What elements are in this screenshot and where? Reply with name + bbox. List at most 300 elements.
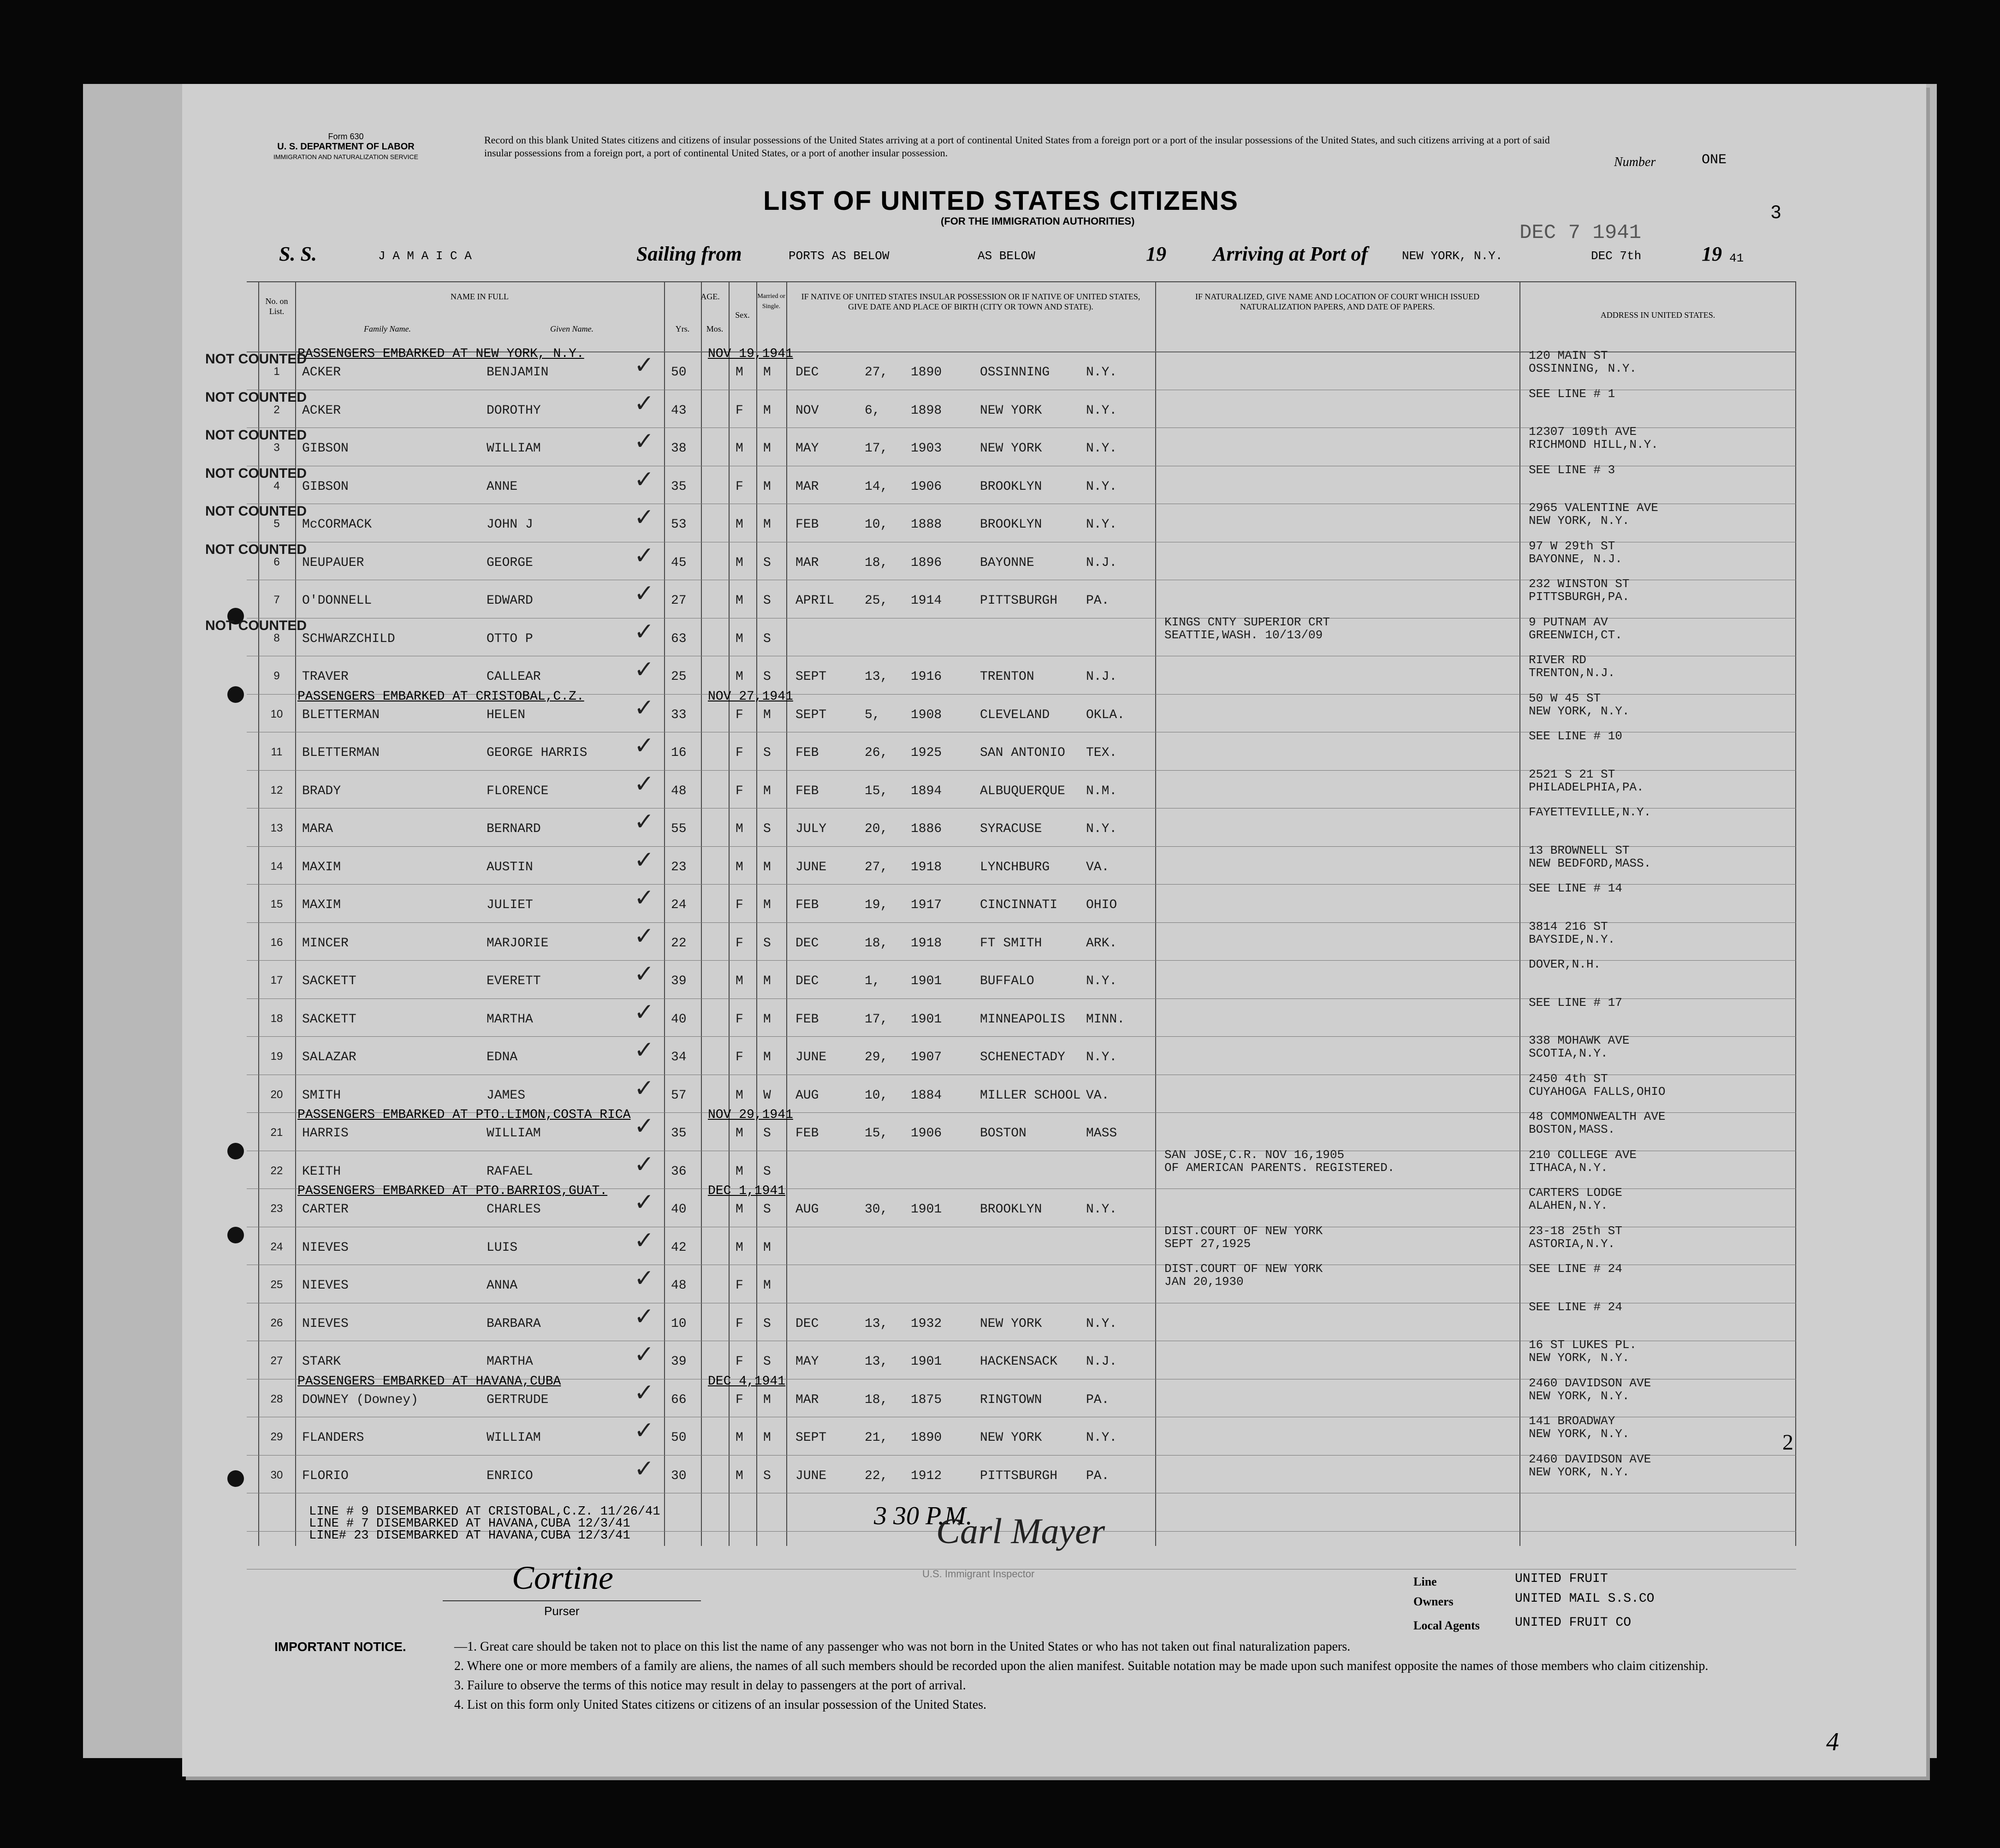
family-name: MINCER [302, 936, 349, 951]
birth-year: 1901 [911, 974, 942, 988]
birth-year: 1932 [911, 1316, 942, 1331]
check-mark: ✓ [634, 428, 654, 455]
address-line-1: SEE LINE # 17 [1529, 995, 1622, 1010]
section-date: NOV 19,1941 [708, 347, 793, 361]
birth-day: 6, [865, 403, 880, 418]
family-name: SACKETT [302, 1012, 356, 1027]
given-name: CALLEAR [487, 670, 541, 684]
family-name: FLANDERS [302, 1431, 364, 1445]
birth-day: 13, [865, 670, 888, 684]
birth-day: 19, [865, 898, 888, 912]
not-counted-mark: NOT COUNTED [205, 389, 307, 405]
birth-day: 21, [865, 1431, 888, 1445]
row-number: 20 [270, 1088, 283, 1101]
col-yrs: Yrs. [675, 324, 690, 333]
sex: M [736, 1431, 743, 1445]
marital-status: M [763, 1050, 771, 1064]
section-header: PASSENGERS EMBARKED AT PTO.BARRIOS,GUAT. [297, 1184, 608, 1198]
marital-status: S [763, 1468, 771, 1483]
given-name: ANNE [487, 479, 518, 494]
address-line-2: BAYSIDE,N.Y. [1529, 932, 1615, 946]
sex: F [736, 898, 743, 912]
given-name: GERTRUDE [487, 1392, 549, 1407]
age-years: 40 [671, 1012, 687, 1027]
birth-month: DEC [795, 1316, 819, 1331]
family-name: GIBSON [302, 441, 349, 456]
family-name: SCHWARZCHILD [302, 631, 395, 646]
row-number: 6 [273, 555, 280, 568]
marital-status: M [763, 365, 771, 380]
age-years: 63 [671, 631, 687, 646]
age-years: 35 [671, 479, 687, 494]
birth-year: 1875 [911, 1392, 942, 1407]
service-name: IMMIGRATION AND NATURALIZATION SERVICE [273, 153, 418, 160]
col-birth: IF NATIVE OF UNITED STATES INSULAR POSSESSION OR IF NATIVE OF UNITED STATES, GIVE DATE AND PLACE OF BIRTH (CITY OR TOWN AND STATE). [801, 292, 1140, 311]
age-years: 24 [671, 898, 687, 912]
address-line-2: RICHMOND HILL,N.Y. [1529, 438, 1658, 452]
birth-year: 1894 [911, 784, 942, 798]
birth-month: DEC [795, 936, 819, 951]
marital-status: S [763, 746, 771, 760]
row-number: 3 [273, 441, 280, 454]
age-years: 66 [671, 1392, 687, 1407]
birth-day: 13, [865, 1355, 888, 1369]
punch-hole [227, 1227, 244, 1243]
family-name: O'DONNELL [302, 594, 372, 608]
col-age: AGE. [700, 292, 720, 301]
owners-value: UNITED MAIL S.S.CO [1515, 1592, 1655, 1606]
birth-state: N.Y. [1086, 822, 1117, 836]
row-number: 23 [270, 1202, 283, 1215]
address-line-2: NEW YORK, N.Y. [1529, 1427, 1630, 1441]
birth-month: FEB [795, 517, 819, 532]
birth-state: N.J. [1086, 670, 1117, 684]
check-mark: ✓ [634, 808, 654, 836]
family-name: ACKER [302, 365, 341, 380]
age-years: 48 [671, 1278, 687, 1293]
birth-year: 1884 [911, 1088, 942, 1103]
marital-status: S [763, 555, 771, 570]
row-number: 4 [273, 479, 280, 492]
age-years: 33 [671, 707, 687, 722]
given-name: BARBARA [487, 1316, 541, 1331]
birth-day: 1, [865, 974, 880, 988]
birth-day: 5, [865, 707, 880, 722]
row-number: 15 [270, 898, 283, 910]
birth-state: N.Y. [1086, 403, 1117, 418]
row-number: 17 [270, 974, 283, 986]
check-mark: ✓ [634, 1302, 654, 1331]
given-name: GEORGE [487, 555, 533, 570]
given-name: ENRICO [487, 1468, 533, 1483]
section-date: NOV 29,1941 [708, 1108, 793, 1122]
number-value: ONE [1702, 152, 1727, 168]
address-line-1: 141 BROADWAY [1529, 1414, 1615, 1428]
address-line-1: 120 MAIN ST [1529, 349, 1608, 362]
address-line-2: BAYONNE, N.J. [1529, 552, 1622, 566]
sex: F [736, 1278, 743, 1293]
section-date: NOV 27,1941 [708, 689, 793, 704]
given-name: EDNA [487, 1050, 518, 1064]
birth-year: 1914 [911, 594, 942, 608]
given-name: JAMES [487, 1088, 526, 1103]
address-line-1: 16 ST LUKES PL. [1529, 1338, 1637, 1352]
birth-state: OHIO [1086, 898, 1117, 912]
check-mark: ✓ [634, 351, 654, 379]
age-years: 10 [671, 1316, 687, 1331]
birth-city: SYRACUSE [980, 822, 1042, 836]
birth-month: FEB [795, 1012, 819, 1027]
birth-state: N.Y. [1086, 365, 1117, 380]
family-name: STARK [302, 1355, 341, 1369]
birth-year: 1896 [911, 555, 942, 570]
birth-state: N.J. [1086, 555, 1117, 570]
age-years: 23 [671, 860, 687, 874]
owners-label: Owners [1413, 1595, 1454, 1608]
birth-month: DEC [795, 365, 819, 380]
row-number: 28 [270, 1392, 283, 1405]
sex: M [736, 974, 743, 988]
address-line-2: OSSINNING, N.Y. [1529, 362, 1637, 375]
row-number: 22 [270, 1164, 283, 1177]
birth-city: OSSINNING [980, 365, 1050, 380]
disembark-notes [309, 1506, 660, 1542]
birth-city: RINGTOWN [980, 1392, 1042, 1407]
birth-city: BOSTON [980, 1126, 1027, 1141]
age-years: 38 [671, 441, 687, 456]
address-line-1: RIVER RD [1529, 653, 1586, 667]
sailing-date-value: AS BELOW [978, 249, 1035, 263]
birth-city: BUFFALO [980, 974, 1034, 988]
line-value: UNITED FRUIT [1515, 1572, 1608, 1586]
address-line-1: 2460 DAVIDSON AVE [1529, 1376, 1651, 1390]
birth-city: HACKENSACK [980, 1355, 1058, 1369]
birth-day: 29, [865, 1050, 888, 1064]
birth-year: 1916 [911, 670, 942, 684]
address-line-1: 2965 VALENTINE AVE [1529, 501, 1658, 515]
check-mark: ✓ [634, 770, 654, 798]
age-years: 55 [671, 822, 687, 836]
page-title: LIST OF UNITED STATES CITIZENS [763, 186, 1239, 216]
corner-mark: 4 [1826, 1728, 1839, 1756]
naturalization-date: OF AMERICAN PARENTS. REGISTERED. [1164, 1160, 1395, 1175]
birth-year: 1888 [911, 517, 942, 532]
form-number: Form 630 [328, 132, 364, 141]
birth-state: N.Y. [1086, 1316, 1117, 1331]
date-stamp: DEC 7 1941 [1519, 221, 1642, 244]
given-name: HELEN [487, 707, 526, 722]
sex: M [736, 365, 743, 380]
check-mark: ✓ [634, 1188, 654, 1216]
check-mark: ✓ [634, 541, 654, 570]
address-line-1: DOVER,N.H. [1529, 957, 1601, 971]
birth-city: FT SMITH [980, 936, 1042, 951]
birth-year: 1903 [911, 441, 942, 456]
birth-day: 18, [865, 1392, 888, 1407]
sex: M [736, 594, 743, 608]
age-years: 35 [671, 1126, 687, 1141]
birth-city: MINNEAPOLIS [980, 1012, 1065, 1027]
birth-month: FEB [795, 898, 819, 912]
naturalization-date: JAN 20,1930 [1164, 1275, 1244, 1289]
form-instructions: Record on this blank United States citizens and citizens of insular possessions of the United States arriving at a port of continental United States from a foreign port or a port of the insular possessions of the United States, and such citizens arriving at a port of said insular possessions from a foreign port, a port of continental United States, or a port of another insular possession. [484, 134, 1550, 159]
row-number: 13 [270, 822, 283, 834]
disembark-note: LINE# 23 DISEMBARKED AT HAVANA,CUBA 12/3/41 [309, 1529, 630, 1543]
col-address: ADDRESS IN UNITED STATES. [1600, 310, 1715, 320]
section-header: PASSENGERS EMBARKED AT CRISTOBAL,C.Z. [297, 689, 584, 704]
given-name: OTTO P [487, 631, 533, 646]
birth-day: 15, [865, 784, 888, 798]
birth-state: PA. [1086, 594, 1110, 608]
birth-state: N.Y. [1086, 517, 1117, 532]
family-name: MAXIM [302, 898, 341, 912]
birth-year: 1912 [911, 1468, 942, 1483]
family-name: SALAZAR [302, 1050, 356, 1064]
given-name: MARTHA [487, 1012, 533, 1027]
address-line-1: SEE LINE # 14 [1529, 881, 1622, 895]
marital-status: S [763, 936, 771, 951]
birth-day: 20, [865, 822, 888, 836]
given-name: JOHN J [487, 517, 533, 532]
marital-status: M [763, 479, 771, 494]
family-name: KEITH [302, 1164, 341, 1179]
section-header: PASSENGERS EMBARKED AT PTO.LIMON,COSTA RICA [297, 1108, 631, 1122]
marital-status: M [763, 898, 771, 912]
row-number: 10 [270, 707, 283, 720]
purser-line [443, 1600, 701, 1601]
address-line-1: SEE LINE # 10 [1529, 729, 1622, 743]
address-line-1: 9 PUTNAM AV [1529, 615, 1608, 629]
check-mark: ✓ [634, 846, 654, 874]
ship-name: J A M A I C A [378, 249, 472, 263]
row-number: 12 [270, 784, 283, 796]
birth-year: 1918 [911, 860, 942, 874]
family-name: FLORIO [302, 1468, 349, 1483]
sex: F [736, 784, 743, 798]
handwritten-time: 3 30 P.M. [874, 1502, 973, 1530]
sex: M [736, 1468, 743, 1483]
given-name: BERNARD [487, 822, 541, 836]
col-naturalized: IF NATURALIZED, GIVE NAME AND LOCATION OF COURT WHICH ISSUED NATURALIZATION PAPERS, AND DATE OF PAPERS. [1195, 292, 1480, 311]
family-name: HARRIS [302, 1126, 349, 1141]
notice-heading: IMPORTANT NOTICE. [274, 1640, 406, 1654]
marital-status: M [763, 1012, 771, 1027]
address-line-2: CUYAHOGA FALLS,OHIO [1529, 1084, 1666, 1099]
check-mark: ✓ [634, 656, 654, 683]
marital-status: M [763, 707, 771, 722]
birth-state: PA. [1086, 1468, 1110, 1483]
birth-day: 25, [865, 594, 888, 608]
birth-day: 15, [865, 1126, 888, 1141]
sex: M [736, 441, 743, 456]
sex: F [736, 746, 743, 760]
year-prefix-2: 19 [1702, 243, 1722, 265]
birth-city: SAN ANTONIO [980, 746, 1065, 760]
family-name: NIEVES [302, 1240, 349, 1255]
sex: F [736, 1012, 743, 1027]
section-date: DEC 1,1941 [708, 1184, 786, 1198]
birth-state: MINN. [1086, 1012, 1125, 1027]
address-line-1: 232 WINSTON ST [1529, 577, 1630, 591]
age-years: 53 [671, 517, 687, 532]
naturalization-court: DIST.COURT OF NEW YORK [1164, 1224, 1323, 1238]
birth-month: NOV [795, 403, 819, 418]
birth-year: 1906 [911, 1126, 942, 1141]
arrival-port: NEW YORK, N.Y. [1402, 249, 1503, 263]
marital-status: S [763, 631, 771, 646]
ss-label: S. S. [279, 243, 317, 265]
row-number: 30 [270, 1468, 283, 1481]
birth-month: MAR [795, 555, 819, 570]
birth-city: ALBUQUERQUE [980, 784, 1065, 798]
birth-month: MAR [795, 479, 819, 494]
family-name: MARA [302, 822, 333, 836]
year-suffix-2: 41 [1729, 251, 1744, 265]
sailing-from-label: Sailing from [636, 243, 742, 265]
birth-state: N.Y. [1086, 1431, 1117, 1445]
sex: M [736, 1202, 743, 1217]
birth-month: FEB [795, 1126, 819, 1141]
address-line-1: 23-18 25th ST [1529, 1224, 1622, 1238]
marital-status: M [763, 1278, 771, 1293]
given-name: GEORGE HARRIS [487, 746, 588, 760]
given-name: CHARLES [487, 1202, 541, 1217]
birth-month: SEPT [795, 670, 827, 684]
sex: M [736, 1240, 743, 1255]
check-mark: ✓ [634, 1226, 654, 1254]
birth-month: FEB [795, 746, 819, 760]
birth-year: 1901 [911, 1012, 942, 1027]
check-mark: ✓ [634, 922, 654, 950]
marital-status: M [763, 1431, 771, 1445]
marital-status: M [763, 1240, 771, 1255]
birth-city: NEW YORK [980, 1431, 1042, 1445]
address-line-1: 2450 4th ST [1529, 1071, 1608, 1086]
row-number: 27 [270, 1355, 283, 1367]
arriving-label: Arriving at Port of [1213, 243, 1368, 265]
birth-city: CLEVELAND [980, 707, 1050, 722]
row-number: 8 [273, 631, 280, 644]
sex: F [736, 936, 743, 951]
number-label: Number [1614, 155, 1656, 169]
row-number: 14 [270, 860, 283, 873]
age-years: 34 [671, 1050, 687, 1064]
row-number: 24 [270, 1240, 283, 1253]
birth-state: VA. [1086, 1088, 1110, 1103]
check-mark: ✓ [634, 1150, 654, 1178]
birth-day: 22, [865, 1468, 888, 1483]
not-counted-mark: NOT COUNTED [205, 351, 307, 367]
birth-year: 1886 [911, 822, 942, 836]
birth-city: PITTSBURGH [980, 1468, 1058, 1483]
birth-month: SEPT [795, 707, 827, 722]
birth-month: MAY [795, 1355, 819, 1369]
birth-year: 1908 [911, 707, 942, 722]
birth-state: ARK. [1086, 936, 1117, 951]
age-years: 25 [671, 670, 687, 684]
form-id-block [258, 131, 433, 162]
birth-year: 1898 [911, 403, 942, 418]
sex: M [736, 517, 743, 532]
birth-day: 10, [865, 1088, 888, 1103]
birth-city: BROOKLYN [980, 517, 1042, 532]
address-line-1: 48 COMMONWEALTH AVE [1529, 1110, 1666, 1123]
address-line-2: SCOTIA,N.Y. [1529, 1046, 1608, 1060]
row-number: 16 [270, 936, 283, 949]
marital-status: M [763, 403, 771, 418]
row-number: 9 [273, 670, 280, 682]
age-years: 39 [671, 974, 687, 988]
disembark-note: LINE # 7 DISEMBARKED AT HAVANA,CUBA 12/3/41 [309, 1517, 630, 1531]
not-counted-mark: NOT COUNTED [205, 504, 307, 519]
birth-state: N.Y. [1086, 441, 1117, 456]
sex: F [736, 1392, 743, 1407]
birth-city: PITTSBURGH [980, 594, 1058, 608]
birth-month: AUG [795, 1088, 819, 1103]
sex: F [736, 1316, 743, 1331]
sex: M [736, 822, 743, 836]
birth-month: JULY [795, 822, 827, 836]
sex: F [736, 403, 743, 418]
marital-status: M [763, 784, 771, 798]
marital-status: S [763, 822, 771, 836]
address-line-2: NEW YORK, N.Y. [1529, 514, 1630, 528]
address-line-2: GREENWICH,CT. [1529, 628, 1622, 642]
birth-day: 30, [865, 1202, 888, 1217]
sex: M [736, 1088, 743, 1103]
check-mark: ✓ [634, 1379, 654, 1407]
row-number: 25 [270, 1278, 283, 1291]
birth-month: DEC [795, 974, 819, 988]
punch-hole [227, 1143, 244, 1159]
given-name: WILLIAM [487, 441, 541, 456]
check-mark: ✓ [634, 1074, 654, 1102]
birth-state: N.Y. [1086, 1202, 1117, 1217]
given-name: EVERETT [487, 974, 541, 988]
address-line-1: 50 W 45 ST [1529, 691, 1601, 705]
age-years: 40 [671, 1202, 687, 1217]
birth-month: FEB [795, 784, 819, 798]
notice-item: 2. Where one or more members of a family are aliens, the names of all such members should be recorded upon the alien manifest. Suitable notation may be made upon such manifest opposite the names of those members who claim citizenship. [454, 1659, 1709, 1673]
birth-day: 27, [865, 365, 888, 380]
row-number: 2 [273, 403, 280, 416]
birth-city: MILLER SCHOOL [980, 1088, 1081, 1103]
birth-day: 17, [865, 441, 888, 456]
address-line-1: 210 COLLEGE AVE [1529, 1147, 1637, 1162]
birth-year: 1906 [911, 479, 942, 494]
birth-state: MASS [1086, 1126, 1117, 1141]
family-name: SACKETT [302, 974, 356, 988]
col-sex: Sex. [735, 310, 750, 320]
row-number: 7 [273, 594, 280, 606]
birth-month: JUNE [795, 1468, 827, 1483]
birth-month: SEPT [795, 1431, 827, 1445]
birth-day: 17, [865, 1012, 888, 1027]
family-name: ACKER [302, 403, 341, 418]
row-number: 5 [273, 517, 280, 530]
age-years: 27 [671, 594, 687, 608]
naturalization-date: SEPT 27,1925 [1164, 1236, 1251, 1251]
address-line-2: ITHACA,N.Y. [1529, 1160, 1608, 1175]
age-years: 42 [671, 1240, 687, 1255]
row-number: 21 [270, 1126, 283, 1139]
page-mark: 3 [1771, 202, 1781, 222]
col-mos: Mos. [706, 324, 724, 333]
birth-state: TEX. [1086, 746, 1117, 760]
given-name: BENJAMIN [487, 365, 549, 380]
sex: M [736, 1164, 743, 1179]
inspector-signature: Carl Mayer [936, 1511, 1105, 1551]
